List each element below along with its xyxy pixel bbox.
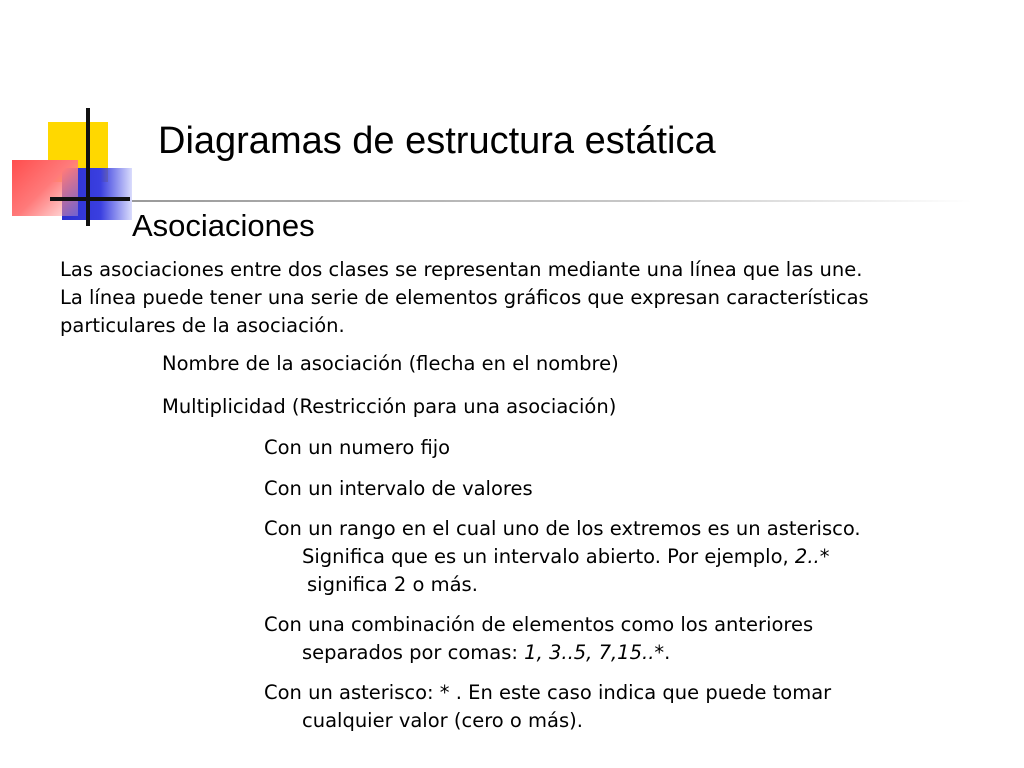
- example-combination: 1, 3..5, 7,15..*: [524, 641, 665, 664]
- item-range-text: Significa que es un intervalo abierto. Por ejemplo,: [302, 545, 795, 568]
- item-combination-suffix: .: [664, 641, 671, 664]
- decorative-vertical-line: [86, 108, 90, 226]
- intro-line: Las asociaciones entre dos clases se representan mediante una línea que las une.: [60, 258, 863, 281]
- item-range-line: significa 2 o más.: [307, 573, 478, 596]
- slide-title: Diagramas de estructura estática: [158, 120, 716, 162]
- item-combination-text: separados por comas:: [302, 641, 525, 664]
- item-range-line: Con un rango en el cual uno de los extremos es un asterisco.: [264, 517, 861, 540]
- item-combination-line: [264, 639, 813, 667]
- decorative-red-square: [12, 160, 78, 216]
- item-combination-line: Con una combinación de elementos como los anteriores: [264, 613, 814, 636]
- item-asterisk-line: Con un asterisco: * . En este caso indica que puede tomar: [264, 681, 832, 704]
- item-asterisk-line: cualquier valor (cero o más).: [302, 709, 583, 732]
- item-value-interval: Con un intervalo de valores: [264, 477, 533, 500]
- intro-line: particulares de la asociación.: [60, 314, 345, 337]
- bullet-multiplicity: Multiplicidad (Restricción para una asociación): [162, 395, 617, 418]
- intro-line: La línea puede tener una serie de elementos gráficos que expresan características: [60, 286, 869, 309]
- item-range: [264, 515, 861, 599]
- item-combination: [264, 611, 813, 667]
- item-fixed-number: Con un numero fijo: [264, 436, 451, 459]
- slide-subtitle: Asociaciones: [132, 208, 315, 243]
- bullet-association-name: Nombre de la asociación (flecha en el nombre): [162, 352, 619, 375]
- item-range-line: [264, 543, 861, 571]
- decorative-horizontal-line: [50, 197, 130, 201]
- intro-paragraph: [60, 256, 869, 340]
- item-asterisk: [264, 679, 831, 735]
- title-underline-rule: [132, 200, 972, 202]
- example-open-interval: 2..*: [794, 545, 830, 568]
